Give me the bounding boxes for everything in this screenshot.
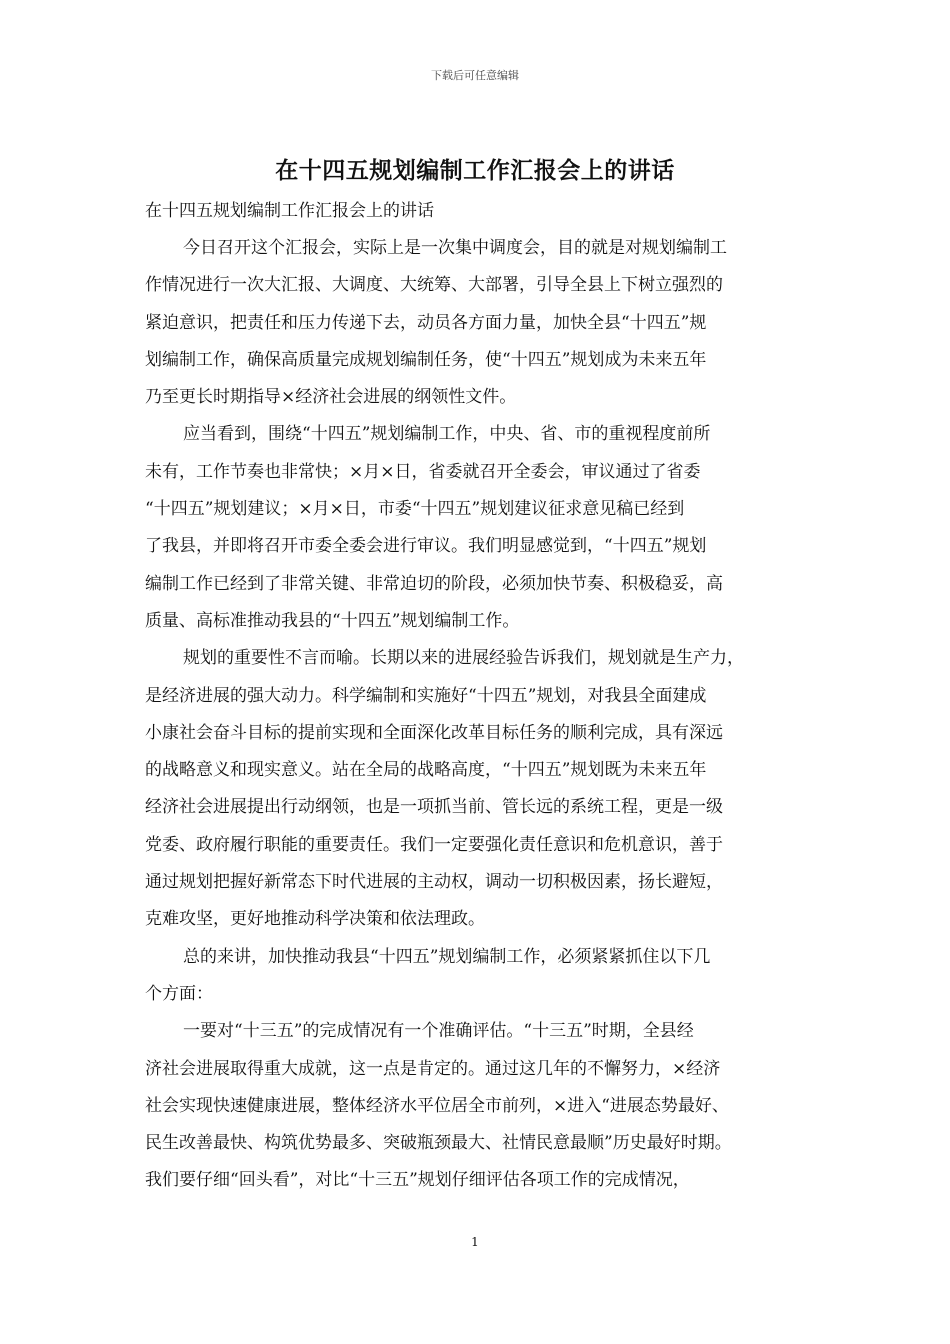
text-line: 规划的重要性不言而喻。长期以来的进展经验告诉我们，规划就是生产力， [183, 648, 744, 669]
text-line: “十四五”规划建议；×月×日，市委“十四五”规划建议征求意见稿已经到 [145, 499, 685, 520]
text-line: 了我县，并即将召开市委全委会进行审议。我们明显感觉到，“十四五”规划 [145, 536, 707, 557]
paragraph [145, 416, 813, 640]
text-line: 总的来讲，加快推动我县“十四五”规划编制工作，必须紧紧抓住以下几 [183, 946, 711, 967]
text-line: 一要对“十三五”的完成情况有一个准确评估。“十三五”时期，全县经 [183, 1021, 694, 1042]
text-line: 编制工作已经到了非常关键、非常迫切的阶段，必须加快节奏、积极稳妥，高 [145, 573, 723, 594]
text-line: 克难攻坚，更好地推动科学决策和依法理政。 [145, 909, 485, 930]
text-line: 紧迫意识，把责任和压力传递下去，动员各方面力量，加快全县“十四五”规 [145, 312, 707, 333]
document-title: 在十四五规划编制工作汇报会上的讲话 [275, 157, 675, 184]
paragraph [145, 230, 813, 416]
text-line: 今日召开这个汇报会，实际上是一次集中调度会，目的就是对规划编制工 [183, 238, 727, 258]
text-line: 我们要仔细“回头看”，对比“十三五”规划仔细评估各项工作的完成情况， [145, 1170, 690, 1191]
text-line: 未有，工作节奏也非常快；×月×日，省委就召开全委会，审议通过了省委 [145, 461, 701, 482]
text-line: 济社会进展取得重大成就，这一点是肯定的。通过这几年的不懈努力，×经济 [145, 1058, 721, 1079]
page-number: 1 [471, 1235, 479, 1249]
text-line: 经济社会进展提出行动纲领，也是一项抓当前、管长远的系统工程，更是一级 [145, 797, 723, 818]
text-line: 个方面： [145, 983, 213, 1004]
text-line: 划编制工作，确保高质量完成规划编制任务，使“十四五”规划成为未来五年 [145, 349, 707, 370]
paragraph [145, 1013, 813, 1199]
text-line: 社会实现快速健康进展，整体经济水平位居全市前列，×进入“进展态势最好、 [145, 1095, 729, 1116]
text-line: 应当看到，围绕“十四五”规划编制工作，中央、省、市的重视程度前所 [183, 424, 711, 445]
text-line: 通过规划把握好新常态下时代进展的主动权，调动一切积极因素，扬长避短， [145, 872, 723, 893]
text-line: 是经济进展的强大动力。科学编制和实施好“十四五”规划，对我县全面建成 [145, 685, 707, 706]
text-line: 的战略意义和现实意义。站在全局的战略高度，“十四五”规划既为未来五年 [145, 760, 707, 781]
text-line: 乃至更长时期指导×经济社会进展的纲领性文件。 [145, 387, 517, 408]
document-subtitle: 在十四五规划编制工作汇报会上的讲话 [145, 201, 434, 221]
text-line: 党委、政府履行职能的重要责任。我们一定要强化责任意识和危机意识，善于 [145, 834, 723, 855]
text-line: 民生改善最快、构筑优势最多、突破瓶颈最大、社情民意最顺”历史最好时期。 [145, 1133, 732, 1154]
text-line: 小康社会奋斗目标的提前实现和全面深化改革目标任务的顺利完成，具有深远 [145, 722, 723, 743]
text-line: 质量、高标准推动我县的“十四五”规划编制工作。 [145, 610, 520, 631]
header-note: 下载后可任意编辑 [431, 69, 519, 82]
document-body [145, 230, 813, 1200]
paragraph [145, 939, 813, 1014]
paragraph [145, 640, 813, 938]
text-line: 作情况进行一次大汇报、大调度、大统筹、大部署，引导全县上下树立强烈的 [145, 275, 723, 296]
